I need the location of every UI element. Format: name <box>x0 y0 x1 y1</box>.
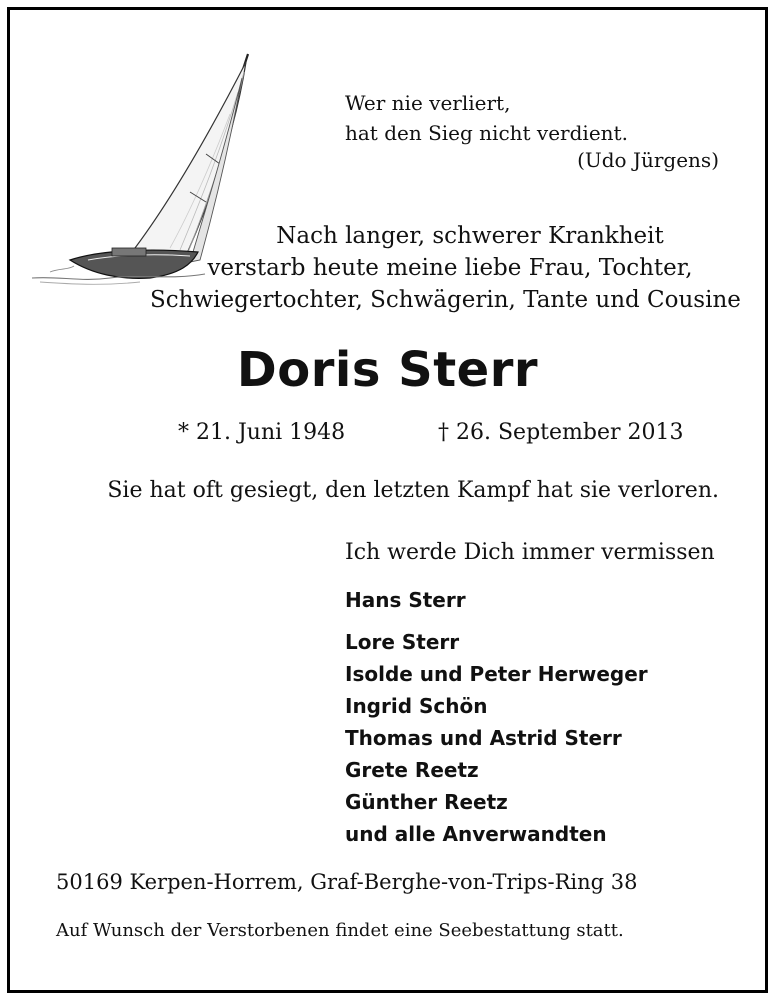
quote-author: (Udo Jürgens) <box>577 148 719 172</box>
intro-line: Nach langer, schwerer Krankheit <box>276 223 664 249</box>
mourner: Ingrid Schön <box>345 694 488 718</box>
mourner: Lore Sterr <box>345 630 460 654</box>
address: 50169 Kerpen-Horrem, Graf-Berghe-von-Trips-Ring 38 <box>56 870 638 894</box>
quote-line: Wer nie verliert, <box>345 91 511 115</box>
motto: Sie hat oft gesiegt, den letzten Kampf hat sie verloren. <box>107 478 719 503</box>
burial-note: Auf Wunsch der Verstorbenen findet eine Seebestattung statt. <box>56 920 624 941</box>
death-date: † 26. September 2013 <box>438 420 684 445</box>
mourners-list <box>345 584 648 850</box>
mourner-primary: Hans Sterr <box>345 588 466 612</box>
intro-text <box>150 220 741 316</box>
quote-line: hat den Sieg nicht verdient. <box>345 121 628 145</box>
mourner: Isolde und Peter Herweger <box>345 662 648 686</box>
mourner: Grete Reetz <box>345 758 479 782</box>
quote <box>345 88 628 148</box>
intro-line: verstarb heute meine liebe Frau, Tochter, <box>207 255 693 281</box>
mourner: und alle Anverwandten <box>345 822 607 846</box>
deceased-name: Doris Sterr <box>236 342 539 398</box>
mourner: Günther Reetz <box>345 790 508 814</box>
mourner: Thomas und Astrid Sterr <box>345 726 622 750</box>
missing-line: Ich werde Dich immer vermissen <box>345 540 715 565</box>
intro-line: Schwiegertochter, Schwägerin, Tante und Cousine <box>150 287 741 313</box>
birth-date: * 21. Juni 1948 <box>178 420 346 445</box>
